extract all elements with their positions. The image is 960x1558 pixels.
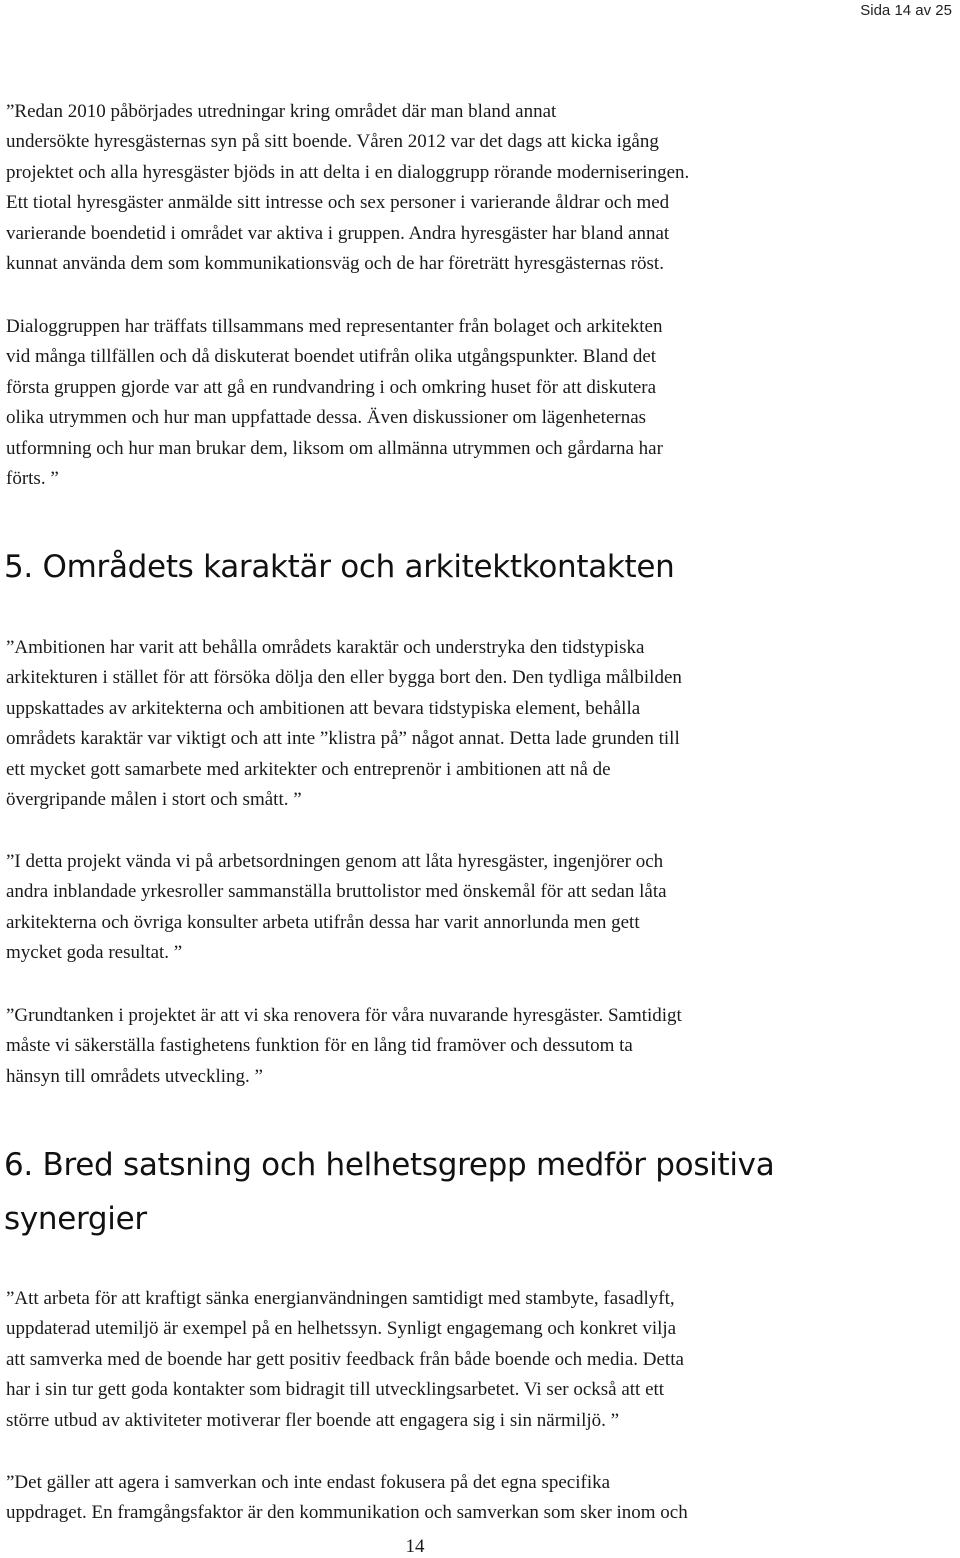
text-line: har i sin tur gett goda kontakter som bidragit till utvecklingsarbetet. Vi ser också att ett [6,1379,665,1401]
text-line: ”Att arbeta för att kraftigt sänka energianvändningen samtidigt med stambyte, fasadlyft, [6,1288,675,1309]
section-6-paragraph-2 [6,1468,951,1529]
text-line: förts. ” [6,468,59,490]
text-line: andra inblandade yrkesroller sammanställa bruttolistor med önskemål för att sedan låta [6,881,667,903]
text-line: ”Det gäller att agera i samverkan och inte endast fokusera på det egna specifika [6,1472,611,1493]
text-line: Dialoggruppen har träffats tillsammans med representanter från bolaget och arkitekten [6,316,663,337]
text-line: mycket goda resultat. ” [6,942,183,964]
page-number: 14 [405,1536,425,1557]
section-5-heading [4,540,675,594]
text-line: uppskattades av arkitekterna och ambitionen att bevara tidstypiska element, behålla [6,697,641,719]
intro-paragraph-1 [6,97,951,279]
text-line: arkitekturen i stället för att försöka dölja den eller bygga bort den. Den tydliga målbilden [6,667,682,689]
section-6-paragraph-1 [6,1284,951,1436]
text-line: uppdraget. En framgångsfaktor är den kommunikation och samverkan som sker inom och [6,1502,688,1524]
text-line: Ett tiotal hyresgäster anmälde sitt intresse och sex personer i varierande åldrar och med [6,192,670,214]
intro-paragraph-2 [6,312,951,494]
text-line: att samverka med de boende har gett positiv feedback från både boende och media. Detta [6,1348,684,1370]
text-line: ett mycket gott samarbete med arkitekter och entreprenör i ambitionen att nå de [6,758,611,780]
heading-text: 6. Bred satsning och helhetsgrepp medför positiva [4,1147,775,1183]
heading-text: synergier [4,1201,147,1237]
text-line: måste vi säkerställa fastighetens funktion för en lång tid framöver och dessutom ta [6,1035,633,1057]
text-line: ”Ambitionen har varit att behålla områdets karaktär och understryka den tidstypiska [6,637,645,658]
text-line: ”Redan 2010 påbörjades utredningar kring området där man bland annat [6,101,557,122]
text-line: kunnat använda dem som kommunikationsväg och de har företrätt hyresgästernas röst. [6,253,664,275]
text-line: varierande boendetid i området var aktiva i gruppen. Andra hyresgäster har bland annat [6,222,670,244]
text-line: ”I detta projekt vända vi på arbetsordningen genom att låta hyresgäster, ingenjörer och [6,851,664,872]
text-line: arkitekterna och övriga konsulter arbeta utifrån dessa har varit annorlunda men gett [6,911,640,933]
text-line: första gruppen gjorde var att gå en rundvandring i och omkring huset för att diskutera [6,376,657,398]
text-line: områdets karaktär var viktigt och att inte ”klistra på” något annat. Detta lade grunden till [6,728,680,750]
text-line: olika utrymmen och hur man uppfattade dessa. Även diskussioner om lägenheternas [6,407,647,429]
text-line: uppdaterad utemiljö är exempel på en helhetssyn. Synligt engagemang och konkret vilja [6,1318,677,1340]
text-line: övergripande målen i stort och smått. ” [6,789,302,811]
text-line: vid många tillfällen och då diskuterat boendet utifrån olika utgångspunkter. Bland det [6,346,657,368]
heading-text: 5. Områdets karaktär och arkitektkontakten [4,549,675,585]
section-5-paragraph-3 [6,1001,951,1092]
text-line: utformning och hur man brukar dem, liksom om allmänna utrymmen och gårdarna har [6,437,663,459]
section-5-paragraph-1 [6,633,951,815]
text-line: undersökte hyresgästernas syn på sitt boende. Våren 2012 var det dags att kicka igång [6,131,659,153]
text-line: projektet och alla hyresgäster bjöds in att delta i en dialoggrupp rörande moderniseringen. [6,161,690,183]
text-line: större utbud av aktiviteter motiverar fler boende att engagera sig i sin närmiljö. ” [6,1409,620,1431]
section-6-heading [4,1138,774,1246]
text-line: hänsyn till områdets utveckling. ” [6,1065,263,1087]
text-line: ”Grundtanken i projektet är att vi ska renovera för våra nuvarande hyresgäster. Samtidigt [6,1005,682,1026]
page-indicator: Sida 14 av 25 [860,2,952,19]
section-5-paragraph-2 [6,847,951,969]
